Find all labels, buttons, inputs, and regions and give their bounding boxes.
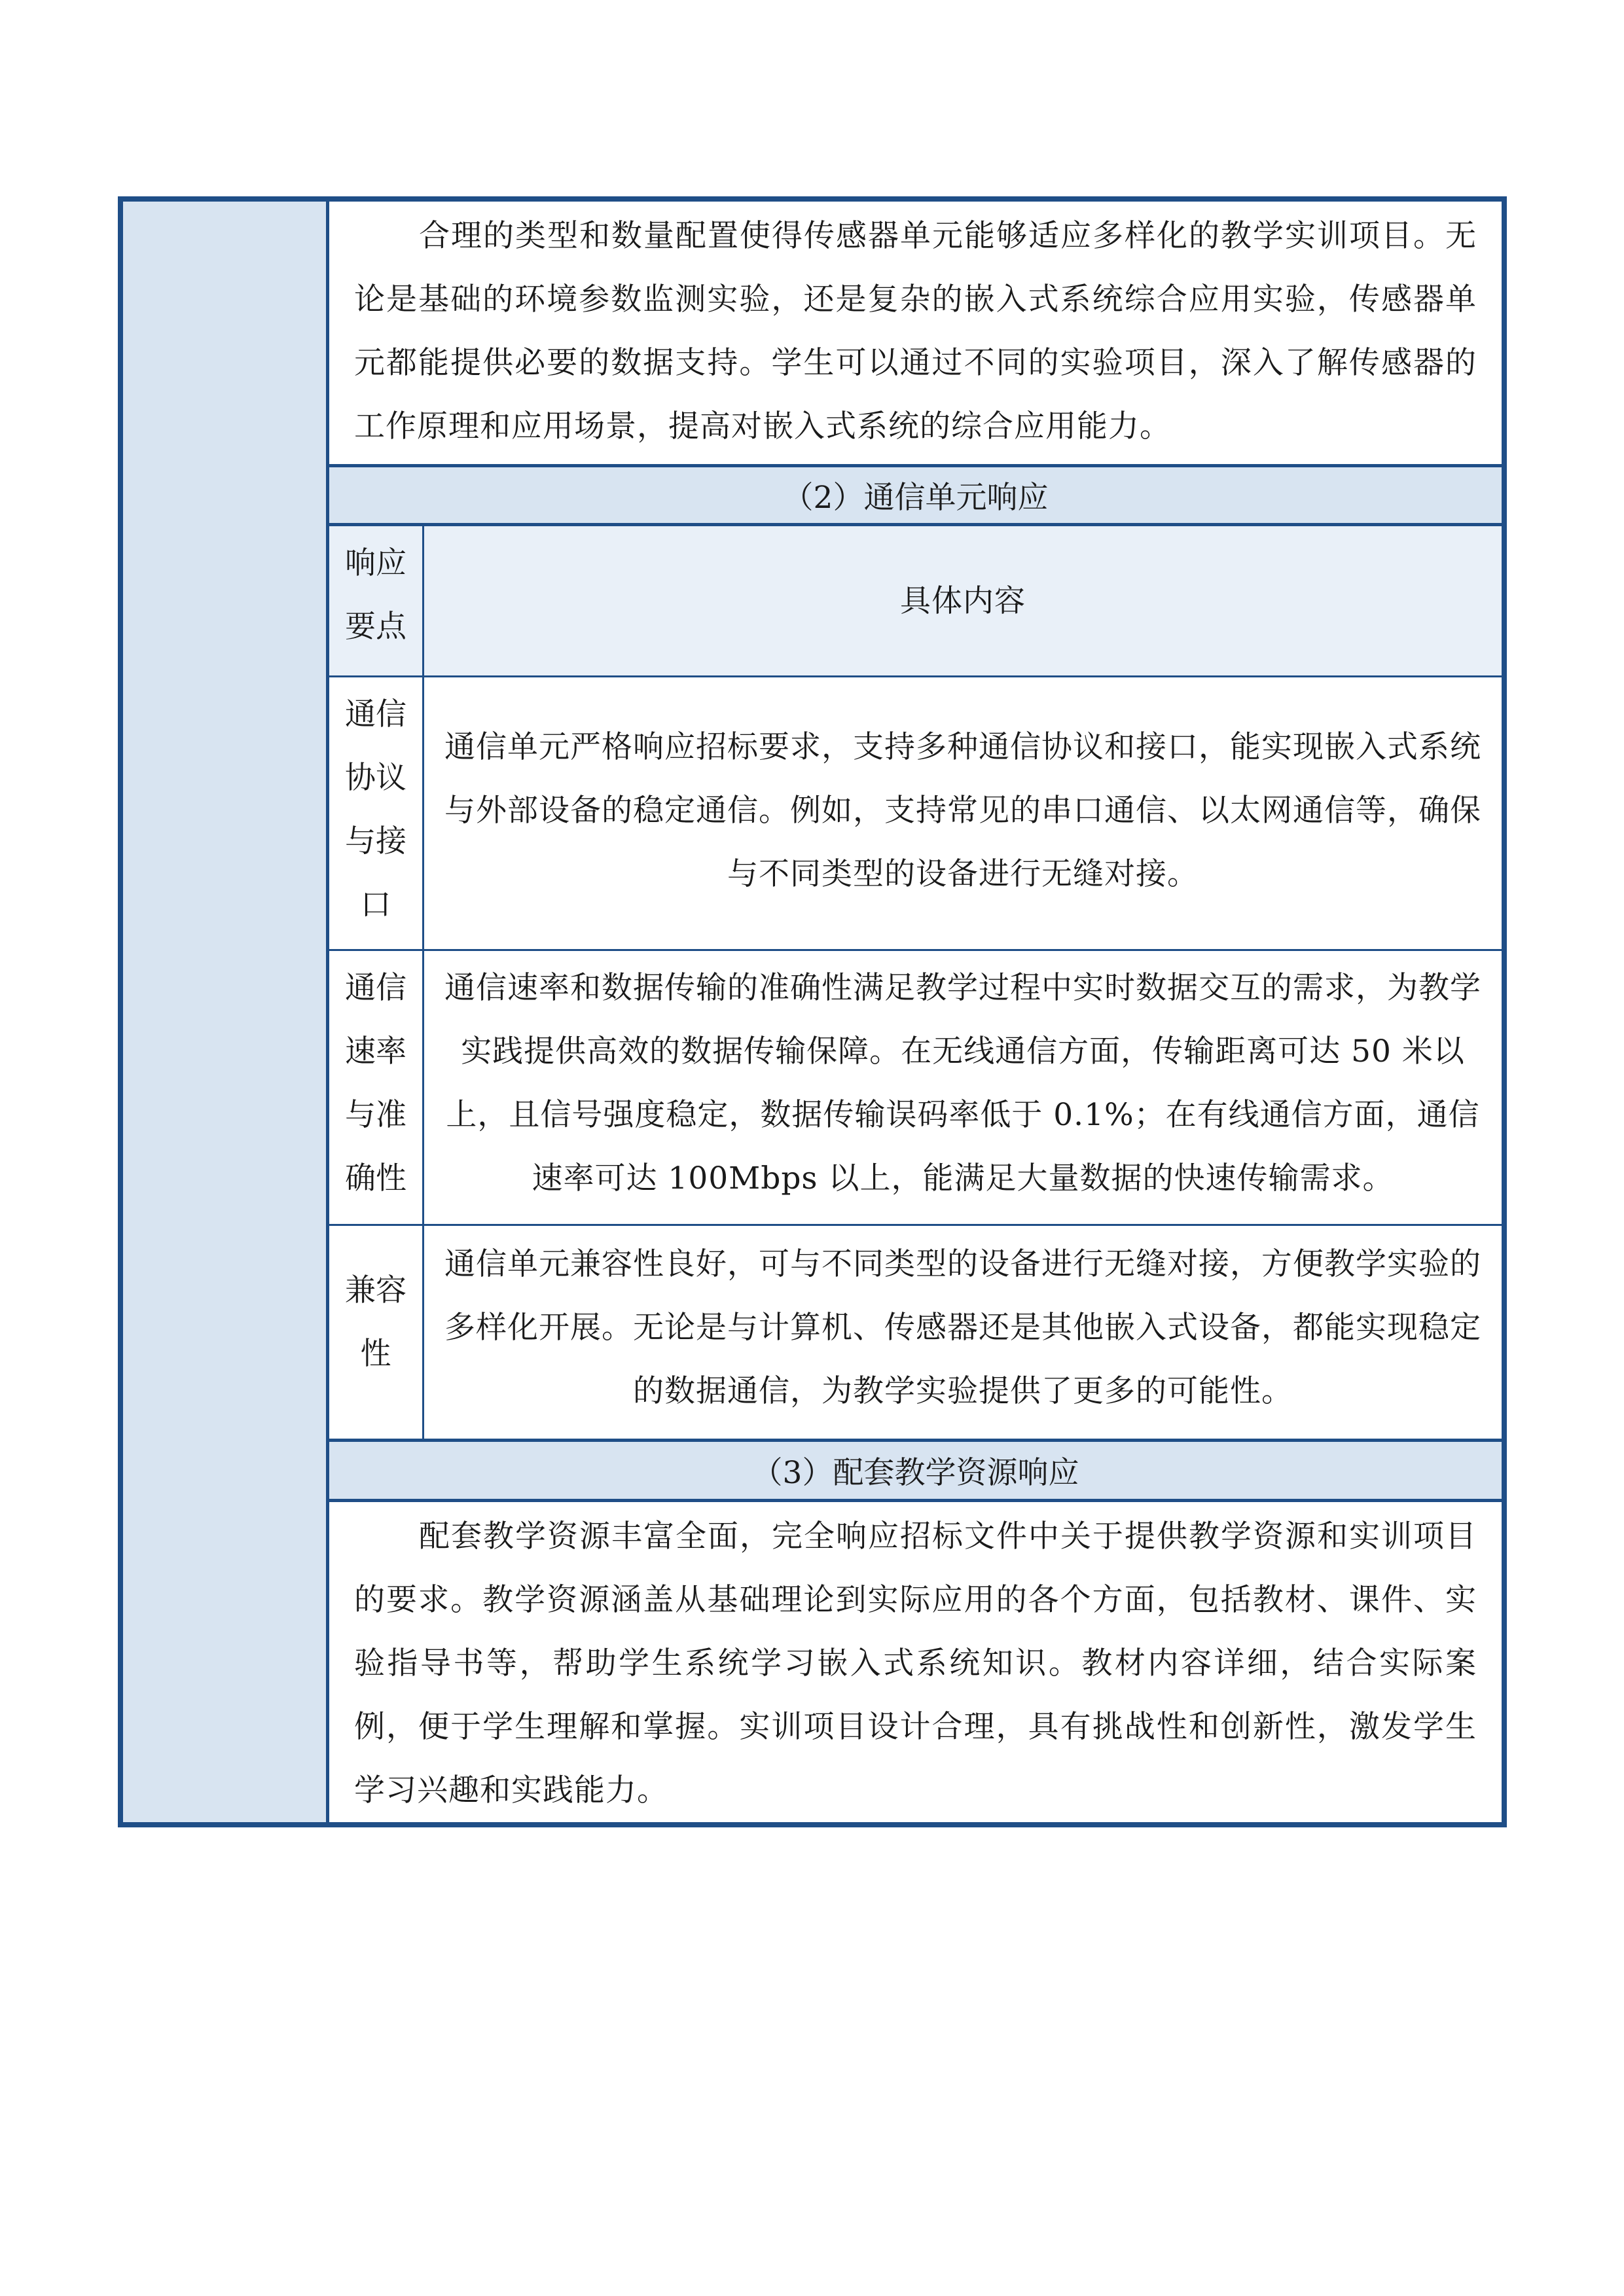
header-value-cell: 具体内容 bbox=[900, 583, 1026, 619]
row-key-protocol: 通信协议与接口 bbox=[329, 677, 424, 949]
content-column bbox=[329, 202, 1502, 1822]
communication-response-grid bbox=[329, 526, 1502, 1439]
table-row bbox=[329, 677, 1502, 951]
row-key-rate: 通信速率与准确性 bbox=[329, 951, 424, 1224]
teaching-resources-paragraph bbox=[329, 1502, 1502, 1822]
table-row bbox=[329, 951, 1502, 1226]
left-label-column bbox=[123, 202, 329, 1822]
row-value-compatibility: 通信单元兼容性良好，可与不同类型的设备进行无缝对接，方便教学实验的多样化开展。无论是与计算机、传感器还是其他嵌入式设备，都能实现稳定的数据通信，为教学实验提供了更多的可能性。 bbox=[444, 1246, 1481, 1409]
sensor-unit-paragraph bbox=[329, 202, 1502, 464]
grid-header-row bbox=[329, 526, 1502, 677]
table-row bbox=[329, 1226, 1502, 1439]
sensor-unit-text: 合理的类型和数量配置使得传感器单元能够适应多样化的教学实训项目。无论是基础的环境参数监测实验，还是复杂的嵌入式系统综合应用实验，传感器单元都能提供必要的数据支持。学生可以通过不同的实验项目，深入了解传感器的工作原理和应用场景，提高对嵌入式系统的综合应用能力。 bbox=[354, 218, 1477, 444]
header-key-cell: 响应要点 bbox=[329, 526, 424, 675]
section-title-teaching-resources: （3）配套教学资源响应 bbox=[329, 1439, 1502, 1502]
row-key-compatibility: 兼容性 bbox=[329, 1226, 424, 1439]
row-value-rate: 通信速率和数据传输的准确性满足教学过程中实时数据交互的需求，为教学实践提供高效的数据传输保障。在无线通信方面，传输距离可达 50 米以上，且信号强度稳定，数据传输误码率低于 0.1%；在有线通信方面，通信速率可达 100Mbps 以上，能满足大量数据的快速传输需求。 bbox=[444, 970, 1481, 1196]
row-value-protocol: 通信单元严格响应招标要求，支持多种通信协议和接口，能实现嵌入式系统与外部设备的稳定通信。例如，支持常见的串口通信、以太网通信等，确保与不同类型的设备进行无缝对接。 bbox=[444, 729, 1481, 892]
response-table bbox=[118, 196, 1507, 1827]
teaching-resources-text: 配套教学资源丰富全面，完全响应招标文件中关于提供教学资源和实训项目的要求。教学资源涵盖从基础理论到实际应用的各个方面，包括教材、课件、实验指导书等，帮助学生系统学习嵌入式系统知识。教材内容详细，结合实际案例，便于学生理解和掌握。实训项目设计合理，具有挑战性和创新性，激发学生学习兴趣和实践能力。 bbox=[354, 1518, 1477, 1809]
section-title-communication: （2）通信单元响应 bbox=[329, 464, 1502, 526]
